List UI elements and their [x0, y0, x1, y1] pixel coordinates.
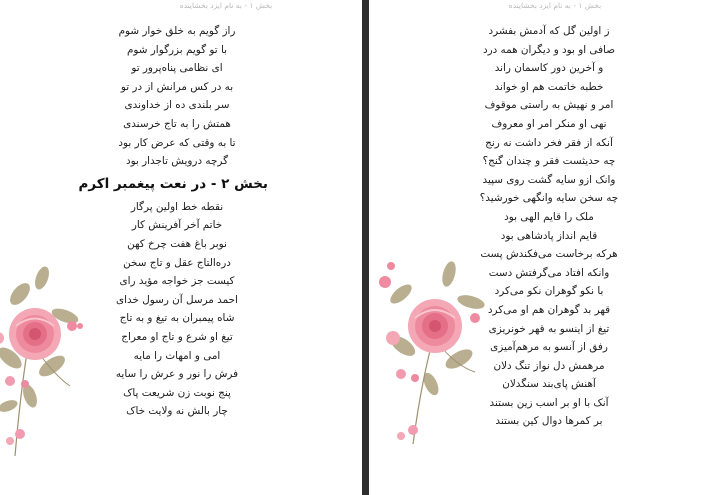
verse-line: ملک را قایم الهی بود — [504, 210, 594, 223]
verse-line: همتش را به تاج خرسندی — [123, 117, 231, 130]
verse-line: و آخرین دور کاسمان راند — [494, 62, 604, 75]
verse-line: نقطه خط اولین پرگار — [130, 200, 224, 213]
verse-line: شاه پیمبران به تیغ و به تاج — [119, 312, 235, 325]
verse-line: تیغ از اینسو به قهر خونریزی — [488, 322, 610, 335]
verse-line: آنک با او بر اسب زین بستند — [489, 396, 609, 409]
verse-line: وانکه افتاد می‌گرفتش دست — [488, 266, 610, 279]
verse-line: آنکه از فقر فخر داشت نه رنج — [485, 136, 613, 149]
verse-line: احمد مرسل آن رسول خدای — [116, 293, 238, 306]
right-page — [369, 0, 702, 495]
verse-line: امر و نهیش به راستی موقوف — [484, 99, 614, 112]
verse-line: ز اولین گل که آدمش بفشرد — [488, 25, 610, 37]
verse-line: چه حدیثست فقر و چندان گنج؟ — [482, 155, 616, 168]
section-heading: بخش ۲ - در نعت پیغمبر اکرم — [78, 175, 268, 192]
verse-line: وانک ازو سایه گشت روی سپید — [482, 173, 616, 186]
verse-line: با نکو گوهران نکو می‌کرد — [494, 285, 604, 298]
floral-rose-illustration — [0, 256, 88, 461]
verse-line: هرکه برخاست می‌فکندش پست — [480, 248, 618, 261]
page-gutter — [362, 0, 369, 495]
running-header: بخش ۱ - به نام ایزد بخشاینده — [179, 1, 273, 10]
verse-line: ای نظامی پناه‌پرور تو — [131, 62, 223, 75]
verse-line: قایم انداز پادشاهی بود — [500, 229, 598, 242]
verse-block — [78, 22, 268, 421]
verse-line: صافی او بود و دیگران همه درد — [482, 43, 616, 56]
verse-line: تا به وقتی که عرض کار بود — [118, 136, 236, 149]
verse-line: گرچه درویش تاجدار بود — [125, 155, 229, 168]
verse-line: تیغ او شرع و تاج او معراج — [121, 330, 233, 343]
verse-line: چار بالش نه ولایت خاک — [126, 405, 228, 418]
verse-line: قهر بد گوهران هم او می‌کرد — [487, 303, 611, 316]
verse-line: سر بلندی ده از خداوندی — [124, 99, 230, 112]
verse-block — [469, 22, 629, 431]
verse-line: خطبه خاتمت هم او خواند — [494, 80, 604, 93]
verse-line: نوبر باغ هفت چرخ کهن — [127, 237, 227, 250]
verse-line: پنج نوبت زن شریعت پاک — [123, 386, 231, 399]
verse-line: راز گویم به خلق خوار شوم — [118, 25, 236, 37]
verse-line: بر کمرها دوال کین بستند — [495, 415, 603, 428]
verse-line: به در کس مرانش از در تو — [120, 80, 234, 93]
verse-line: نهی او منکر امر او معروف — [491, 117, 607, 130]
running-header: بخش ۱ - به نام ایزد بخشاینده — [508, 1, 602, 10]
verse-line: فرش را نور و عرش را سایه — [115, 368, 239, 381]
verse-line: کیست جز خواجه مؤید رای — [119, 275, 235, 288]
verse-line: رفق از آنسو به مرهم‌آمیزی — [490, 341, 608, 354]
verse-line: با تو گویم بزرگوار شوم — [126, 43, 228, 56]
verse-line: امی و امهات را مایه — [133, 349, 221, 362]
verse-line: چه سخن سایه وانگهی خورشید؟ — [479, 192, 619, 205]
verse-line: خاتم آخر آفرینش کار — [131, 219, 223, 232]
verse-line: مرهمش دل نواز تنگ دلان — [493, 359, 605, 372]
verse-line: آهنش پای‌بند سنگدلان — [502, 378, 596, 391]
verse-line: دره‌التاج عقل و تاج سخن — [123, 256, 231, 269]
